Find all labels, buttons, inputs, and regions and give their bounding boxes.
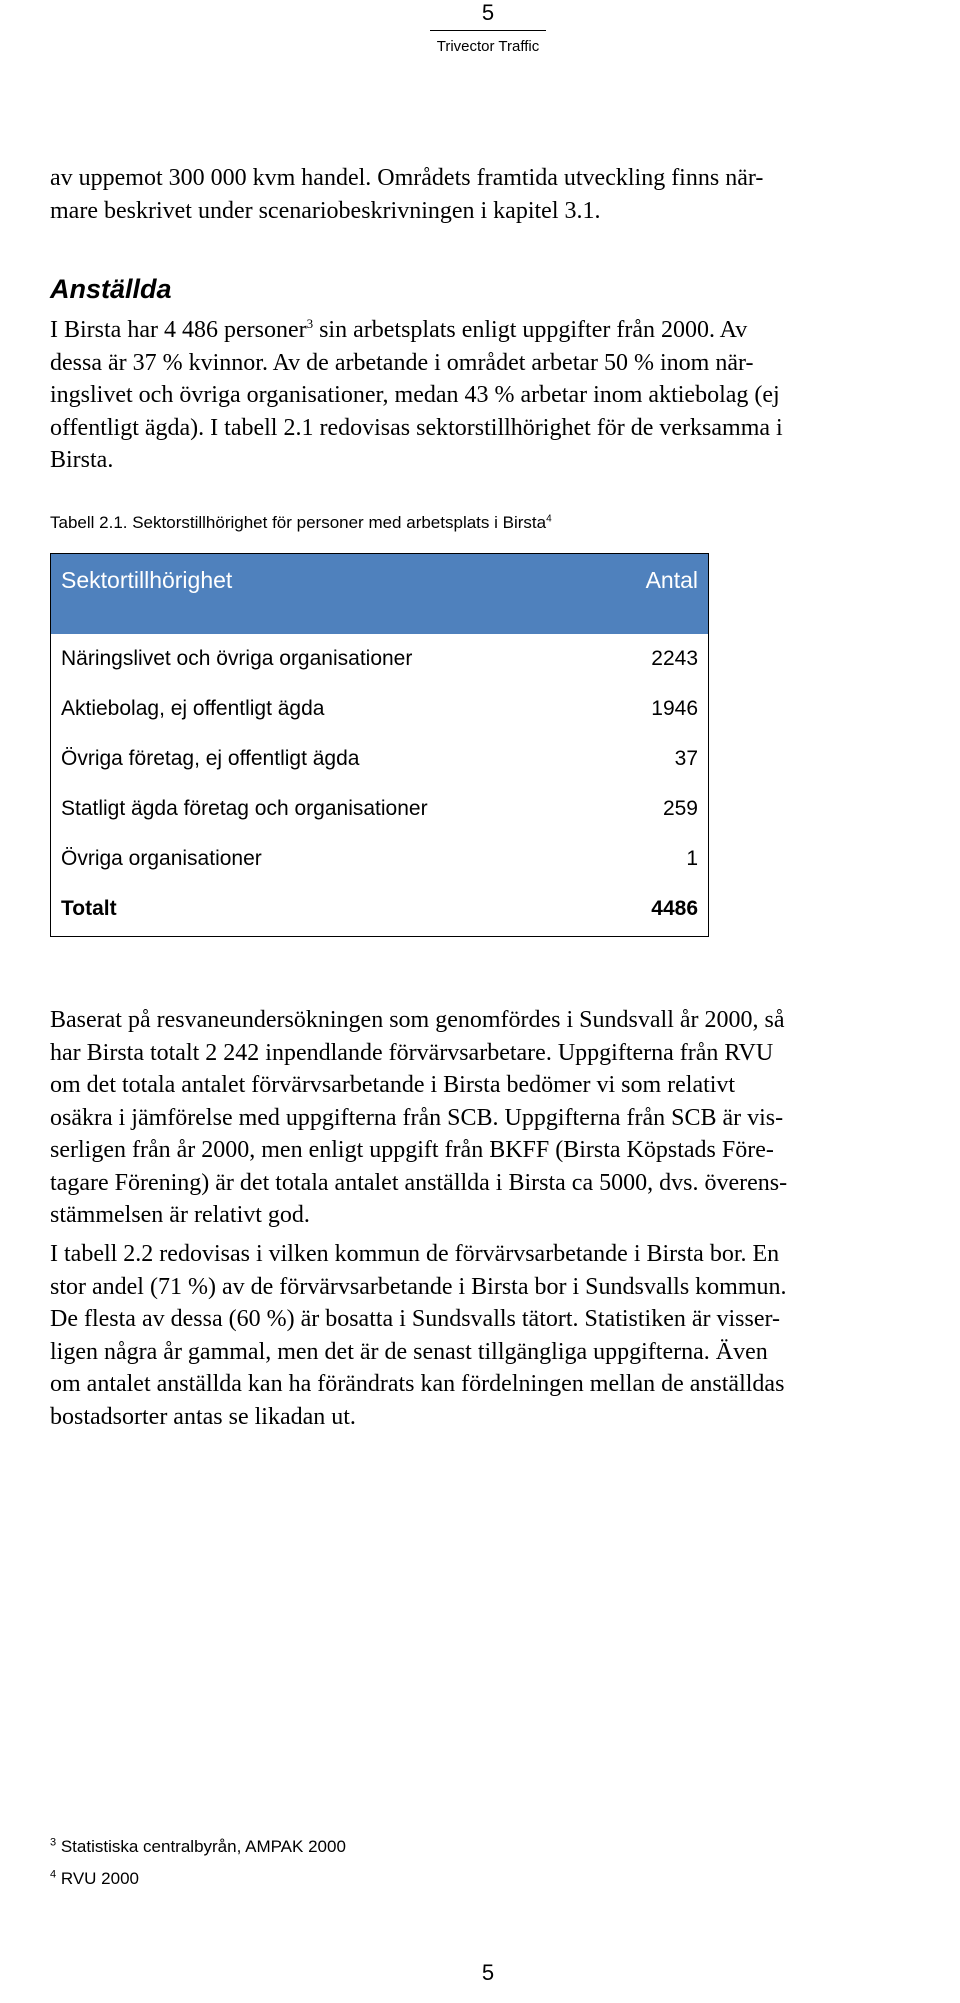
row-label: Statligt ägda företag och organisationer	[61, 797, 428, 820]
footnote-text: Statistiska centralbyrån, AMPAK 2000	[56, 1837, 346, 1856]
text-line: serligen från år 2000, men enligt uppgift från BKFF (Birsta Köpstads Före-	[50, 1137, 774, 1163]
text-line: tagare Förening) är det totala antalet anställda i Birsta ca 5000, dvs. överens-	[50, 1169, 788, 1196]
row-value: 2243	[651, 647, 698, 670]
text-line: stor andel (71 %) av de förvärvsarbetande i Birsta bor i Sundsvalls kommun.	[50, 1273, 787, 1300]
text-line: ligen några år gammal, men det är de senast tillgängliga uppgifterna. Även	[50, 1338, 768, 1365]
footnote-mark: 4	[50, 1868, 57, 1881]
text-line: av uppemot 300 000 kvm handel. Områdets framtida utveckling finns när-	[50, 165, 764, 191]
text-line: har Birsta totalt 2 242 inpendlande förvärvsarbetare. Uppgifterna från RVU	[50, 1039, 774, 1066]
footnote	[50, 1836, 346, 1858]
text-line: om det totala antalet förvärvsarbetande i Birsta bedömer vi som relativt	[50, 1072, 736, 1098]
footnote-ref: 4	[546, 513, 552, 525]
text-line: dessa är 37 % kvinnor. Av de arbetande i området arbetar 50 % inom när-	[50, 349, 754, 376]
paragraph-residence	[50, 1238, 960, 1433]
header-rule	[430, 30, 546, 31]
footnote-text: RVU 2000	[56, 1869, 139, 1888]
row-label: Övriga organisationer	[61, 847, 262, 870]
text-fragment: I Birsta har 4 486 personer	[50, 317, 307, 343]
table-total-row	[51, 884, 708, 936]
text-fragment: sin arbetsplats enligt uppgifter från 2000. Av	[313, 317, 748, 343]
paragraph-employees	[50, 314, 960, 477]
table-row	[51, 734, 708, 784]
text-line: stämmelsen är relativt god.	[50, 1202, 310, 1228]
text-line: I tabell 2.2 redovisas i vilken kommun de förvärvsarbetande i Birsta bor. En	[50, 1241, 780, 1267]
text-line: osäkra i jämförelse med uppgifterna från SCB. Uppgifterna från SCB är vis-	[50, 1104, 784, 1131]
row-label: Näringslivet och övriga organisationer	[61, 647, 413, 670]
row-value: 37	[674, 747, 698, 770]
row-value: 1	[686, 847, 698, 870]
caption-text: Tabell 2.1. Sektorstillhörighet för personer med arbetsplats i Birsta	[50, 513, 547, 532]
header-page-number: 5	[481, 0, 495, 25]
sector-table	[50, 553, 709, 937]
table-row	[51, 834, 708, 884]
footnote	[50, 1868, 139, 1890]
footnote-mark: 3	[50, 1836, 57, 1849]
row-value: 259	[662, 797, 698, 820]
text-line: om antalet anställda kan ha förändrats kan fördelningen mellan de anställdas	[50, 1371, 785, 1397]
section-heading: Anställda	[50, 274, 172, 304]
column-header-sector: Sektortillhörighet	[61, 567, 233, 593]
column-header-count: Antal	[645, 567, 698, 593]
text-line: Baserat på resvaneundersökningen som genomfördes i Sundsvall år 2000, så	[50, 1007, 785, 1033]
table-row	[51, 634, 708, 684]
table-header	[51, 554, 708, 634]
footer-page-number: 5	[481, 1960, 495, 1985]
row-value: 1946	[651, 697, 698, 720]
header-company: Trivector Traffic	[436, 38, 540, 55]
paragraph-rvu	[50, 1004, 960, 1232]
text-line: bostadsorter antas se likadan ut.	[50, 1403, 356, 1430]
text-line: Birsta.	[50, 447, 114, 473]
text-line: mare beskrivet under scenariobeskrivningen i kapitel 3.1.	[50, 197, 601, 224]
table-caption	[50, 512, 552, 534]
paragraph-intro	[50, 162, 960, 227]
table-row	[51, 684, 708, 734]
total-value: 4486	[651, 897, 698, 920]
row-label: Aktiebolag, ej offentligt ägda	[61, 697, 325, 720]
text-line: ingslivet och övriga organisationer, medan 43 % arbetar inom aktiebolag (ej	[50, 382, 780, 408]
table-row	[51, 784, 708, 834]
text-line: De flesta av dessa (60 %) är bosatta i Sundsvalls tätort. Statistiken är visser-	[50, 1306, 781, 1332]
total-label: Totalt	[61, 897, 117, 920]
text-line	[50, 314, 960, 347]
row-label: Övriga företag, ej offentligt ägda	[61, 747, 360, 770]
text-line: offentligt ägda). I tabell 2.1 redovisas sektorstillhörighet för de verksamma i	[50, 414, 783, 441]
table-body	[51, 634, 708, 936]
footnote-ref: 3	[306, 316, 314, 331]
